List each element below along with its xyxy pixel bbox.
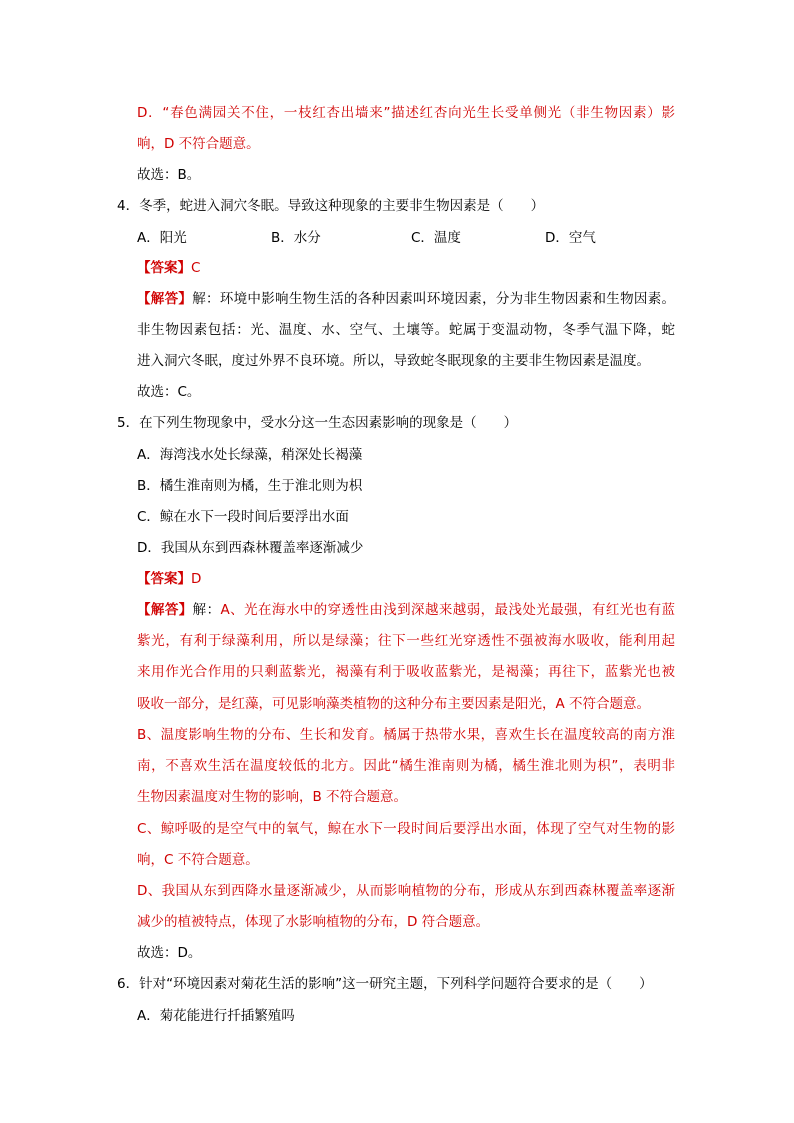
q5-analysis-line1 bbox=[137, 600, 675, 620]
q4-options-row bbox=[0, 228, 794, 248]
q6-stem: 6．针对“环境因素对菊花生活的影响”这一研究主题，下列科学问题符合要求的是（ ） bbox=[117, 976, 653, 992]
q4-analysis-line1 bbox=[137, 289, 675, 309]
q5-option-c: C．鲸在水下一段时间后要浮出水面 bbox=[137, 509, 349, 525]
q5-analysis-line10: D、我国从东到西降水量逐渐减少，从而影响植物的分布，形成从东到西森林覆盖率逐渐 bbox=[137, 883, 675, 899]
q5-analysis-line6: 南，不喜欢生活在温度较低的北方。因此“橘生淮南则为橘，橘生淮北则为枳”，表明非 bbox=[137, 758, 675, 774]
q4-option-c: C．温度 bbox=[411, 230, 461, 246]
q5-analysis-line2: 紫光，有利于绿藻利用，所以是绿藻；往下一些红光穿透性不强被海水吸收，能利用起 bbox=[137, 633, 675, 649]
q5-option-b: B．橘生淮南则为橘，生于淮北则为枳 bbox=[137, 478, 363, 494]
q5-conclusion: 故选：D。 bbox=[137, 945, 202, 961]
q4-stem: 4．冬季，蛇进入洞穴冬眠。导致这种现象的主要非生物因素是（ ） bbox=[117, 198, 545, 214]
q4-conclusion: 故选：C。 bbox=[137, 384, 201, 400]
q4-analysis-label: 【解答】 bbox=[137, 291, 193, 307]
q5-analysis-line8: C、鲸呼吸的是空气中的氧气，鲸在水下一段时间后要浮出水面，体现了空气对生物的影 bbox=[137, 821, 675, 837]
q4-analysis-text-1: 解：环境中影响生物生活的各种因素叫环境因素，分为非生物因素和生物因素。 bbox=[192, 291, 676, 307]
q5-analysis-line9: 响，C 不符合题意。 bbox=[137, 852, 259, 868]
q5-option-d: D．我国从东到西森林覆盖率逐渐减少 bbox=[137, 540, 364, 556]
q3-option-d-explanation-line2: 响，D 不符合题意。 bbox=[137, 136, 260, 152]
q5-option-a: A．海湾浅水处长绿藻，稍深处长褐藻 bbox=[137, 447, 363, 463]
q5-stem: 5．在下列生物现象中，受水分这一生态因素影响的现象是（ ） bbox=[117, 415, 518, 431]
q5-analysis-line11: 减少的植被特点，体现了水影响植物的分布，D 符合题意。 bbox=[137, 914, 490, 930]
q4-analysis-line2: 非生物因素包括：光、温度、水、空气、土壤等。蛇属于变温动物，冬季气温下降，蛇 bbox=[137, 322, 675, 338]
q5-answer-label: 【答案】 bbox=[137, 571, 191, 587]
q6-option-a: A．菊花能进行扦插繁殖吗 bbox=[137, 1008, 295, 1024]
q4-answer-label: 【答案】 bbox=[137, 260, 191, 276]
q4-option-b: B．水分 bbox=[271, 230, 321, 246]
q5-answer bbox=[137, 569, 201, 589]
q4-option-d: D．空气 bbox=[545, 230, 596, 246]
q4-analysis-line3: 进入洞穴冬眠，度过外界不良环境。所以，导致蛇冬眠现象的主要非生物因素是温度。 bbox=[137, 353, 650, 369]
q3-option-d-explanation-line1: D．“春色满园关不住，一枝红杏出墙来”描述红杏向光生长受单侧光（非生物因素）影 bbox=[137, 105, 675, 121]
q5-analysis-label: 【解答】 bbox=[137, 602, 193, 618]
q4-option-a: A．阳光 bbox=[137, 230, 187, 246]
q4-answer-value: C bbox=[191, 260, 201, 276]
q5-analysis-text-1: A、光在海水中的穿透性由浅到深越来越弱，最浅处光最强，有红光也有蓝 bbox=[220, 602, 676, 618]
q5-analysis-line7: 生物因素温度对生物的影响，B 不符合题意。 bbox=[137, 789, 408, 805]
q5-analysis-line5: B、温度影响生物的分布、生长和发育。橘属于热带水果，喜欢生长在温度较高的南方淮 bbox=[137, 727, 675, 743]
q5-answer-value: D bbox=[191, 571, 202, 587]
q5-analysis-prefix: 解： bbox=[192, 602, 221, 618]
q5-analysis-line3: 来用作光合作用的只剩蓝紫光，褐藻有利于吸收蓝紫光，是褐藻；再往下，蓝紫光也被 bbox=[137, 664, 675, 680]
q4-answer bbox=[137, 258, 200, 278]
q5-analysis-line4: 吸收一部分，是红藻，可见影响藻类植物的这种分布主要因素是阳光，A 不符合题意。 bbox=[137, 696, 651, 712]
q3-conclusion: 故选：B。 bbox=[137, 167, 201, 183]
